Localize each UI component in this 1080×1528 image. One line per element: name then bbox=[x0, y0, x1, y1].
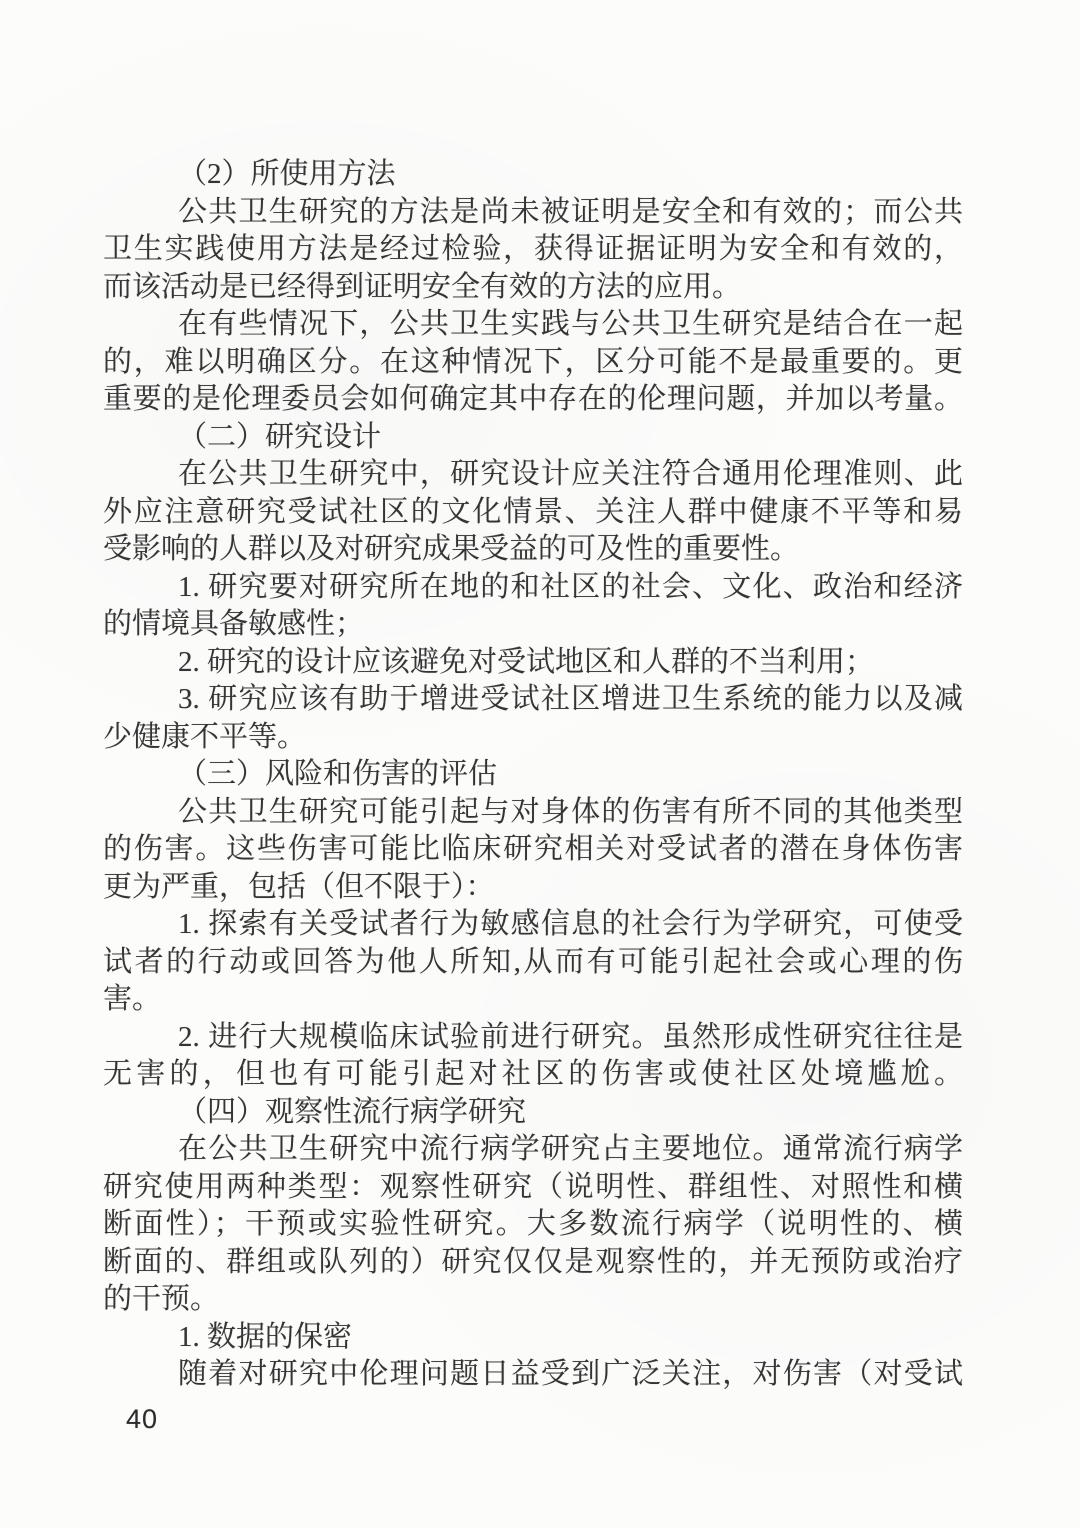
text-block bbox=[103, 156, 963, 1394]
text-line: 1. 数据的保密 bbox=[178, 1320, 353, 1353]
text-line: （三）风险和伤害的评估 bbox=[178, 758, 498, 790]
text-line: 试者的行动或回答为他人所知,从而有可能引起社会或心理的伤 bbox=[103, 945, 963, 978]
text-line: 更为严重，包括（但不限于）： bbox=[103, 870, 495, 903]
text-line: 受影响的人群以及对研究成果受益的可及性的重要性。 bbox=[103, 533, 800, 565]
text-line: 外应注意研究受试社区的文化情景、关注人群中健康不平等和易 bbox=[103, 495, 963, 528]
text-line: 2. 研究的设计应该避免对受试地区和人群的不当利用； bbox=[178, 645, 875, 678]
text-line: 而该活动是已经得到证明安全有效的方法的应用。 bbox=[103, 270, 742, 303]
text-line: （2）所使用方法 bbox=[178, 158, 396, 190]
page-number-label: 40 bbox=[126, 1404, 159, 1434]
text-line: 的，难以明确区分。在这种情况下，区分可能不是最重要的。更 bbox=[103, 345, 963, 378]
text-line: 在公共卫生研究中流行病学研究占主要地位。通常流行病学 bbox=[178, 1133, 963, 1165]
text-line: 在公共卫生研究中，研究设计应关注符合通用伦理准则、此 bbox=[178, 458, 963, 490]
text-line: 重要的是伦理委员会如何确定其中存在的伦理问题，并加以考量。 bbox=[103, 383, 963, 415]
text-line: 害。 bbox=[103, 983, 162, 1015]
text-line: 随着对研究中伦理问题日益受到广泛关注，对伤害（对受试 bbox=[178, 1358, 963, 1390]
text-line: 1. 探索有关受试者行为敏感信息的社会行为学研究，可使受 bbox=[178, 908, 963, 940]
text-line: 的情境具备敏感性； bbox=[103, 608, 365, 640]
text-line: 卫生实践使用方法是经过检验，获得证据证明为安全和有效的， bbox=[103, 233, 963, 265]
text-line: 在有些情况下，公共卫生实践与公共卫生研究是结合在一起 bbox=[178, 308, 963, 340]
text-line: 1. 研究要对研究所在地的和社区的社会、文化、政治和经济 bbox=[178, 570, 963, 603]
text-line: 无害的，但也有可能引起对社区的伤害或使社区处境尴尬。 bbox=[103, 1058, 963, 1090]
text-line: （四）观察性流行病学研究 bbox=[178, 1095, 527, 1128]
text-line: 少健康不平等。 bbox=[103, 720, 307, 753]
text-line: 公共卫生研究可能引起与对身体的伤害有所不同的其他类型 bbox=[178, 795, 963, 828]
text-line: 的伤害。这些伤害可能比临床研究相关对受试者的潜在身体伤害 bbox=[103, 833, 963, 865]
text-line: （二）研究设计 bbox=[178, 420, 382, 453]
text-line: 公共卫生研究的方法是尚未被证明是安全和有效的；而公共 bbox=[178, 195, 963, 228]
text-line: 3. 研究应该有助于增进受试社区增进卫生系统的能力以及减 bbox=[178, 683, 963, 715]
text-line: 断面性）；干预或实验性研究。大多数流行病学（说明性的、横 bbox=[103, 1208, 963, 1240]
text-line: 断面的、群组或队列的）研究仅仅是观察性的，并无预防或治疗 bbox=[103, 1245, 963, 1278]
text-line: 的干预。 bbox=[103, 1283, 220, 1315]
text-line: 研究使用两种类型：观察性研究（说明性、群组性、对照性和横 bbox=[103, 1170, 963, 1203]
text-line: 2. 进行大规模临床试验前进行研究。虽然形成性研究往往是 bbox=[178, 1020, 963, 1053]
